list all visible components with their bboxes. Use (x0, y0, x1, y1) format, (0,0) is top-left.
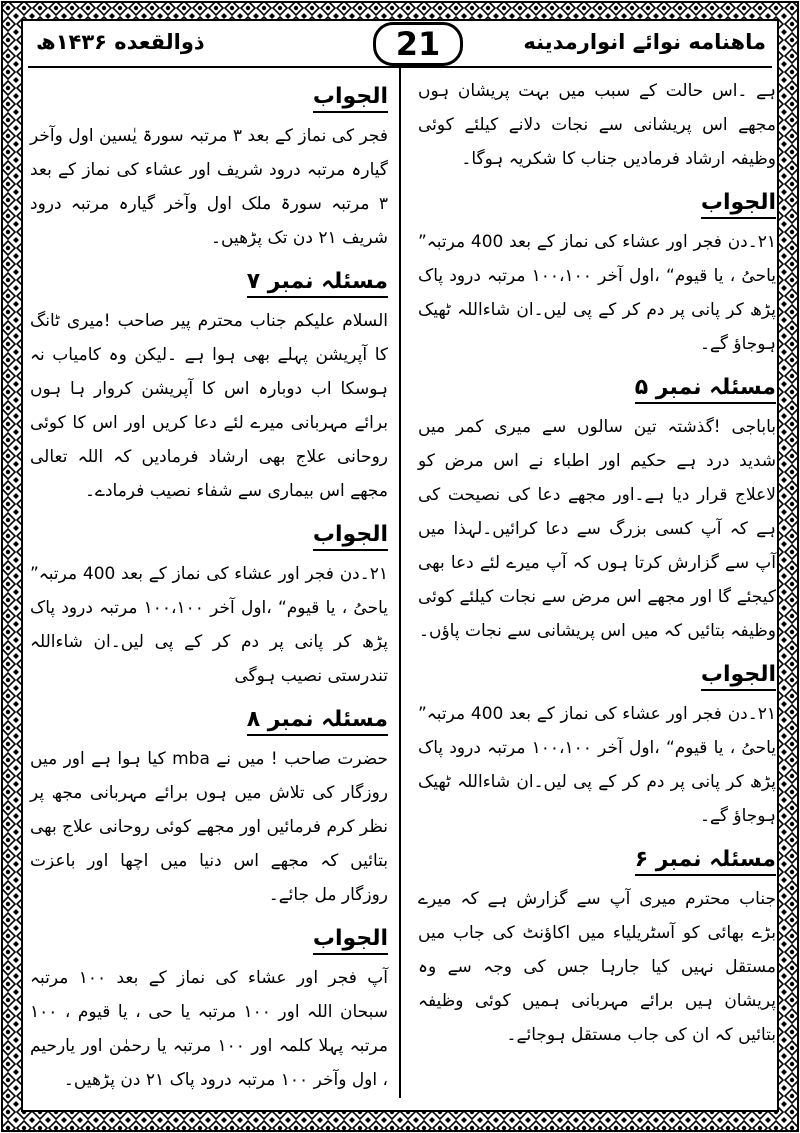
page-number: 21 (373, 22, 463, 66)
section-text: ۲۱۔دن فجر اور عشاء کی نماز کے بعد 400 مرتبہ” یاحیُ ، یا قیوم“ ،اول آخر ۱۰۰،۱۰۰ مرتبہ درود پاک پڑھ کر پانی پر دم کر کے پی لیں۔ان شاءاللہ ٹھیک ہوجاؤ گے۔ (418, 232, 776, 354)
section (418, 365, 776, 648)
section-text: ۲۱۔دن فجر اور عشاء کی نماز کے بعد 400 مرتبہ” یاحیُ ، یا قیوم“ ،اول آخر ۱۰۰،۱۰۰ مرتبہ درود پاک پڑھ کر پانی پر دم کر کے پی لیں۔ان شاءاللہ تندرستی نصیب ہوگی (30, 564, 388, 686)
section (30, 697, 388, 912)
section-heading: الجواب (313, 516, 388, 551)
section-heading: الجواب (313, 78, 388, 113)
section (418, 74, 776, 176)
section (418, 837, 776, 1052)
section-text: حضرت صاحب ! میں نے mba کیا ہوا ہے اور میں روزگار کی تلاش میں ہوں برائے مہربانی مجھ پر نظر کرم فرمائیں اور مجھے کوئی روحانی علاج بھی بتائیں کہ مجھے اس دنیا میں اچھا اور باعزت روزگار مل جائے۔ (30, 749, 388, 905)
section-heading: الجواب (701, 656, 776, 691)
magazine-title: ماهنامه نوائے انوارمدینه (523, 30, 766, 54)
section-heading: مسئلہ نمبر ۷ (247, 263, 388, 298)
section-heading: الجواب (701, 184, 776, 219)
section-text: آپ فجر اور عشاء کی نماز کے بعد ۱۰۰ مرتبہ سبحان اللہ اور ۱۰۰ مرتبہ یا حی ، یا قیوم ، ۱۰۰ مرتبہ پہلا کلمہ اور ۱۰۰ مرتبہ یا رحمٰن اور یارحیم ، اول وآخر ۱۰۰ مرتبہ درود پاک ۲۱ دن پڑھیں۔ (30, 968, 388, 1090)
column-divider (399, 68, 401, 1098)
right-column (418, 74, 776, 1056)
section-text: فجر کی نماز کے بعد ۳ مرتبہ سورۃ یٰسین اول وآخر گیارہ مرتبہ درود شریف اور عشاء کی نماز کے بعد ۳ مرتبہ سورۃ ملک اول وآخر گیارہ مرتبہ درود شریف ۲۱ دن تک پڑھیں۔ (30, 126, 388, 248)
section-heading: مسئلہ نمبر ۶ (635, 841, 776, 876)
left-column (30, 74, 388, 1101)
section (30, 74, 388, 255)
section-text: جناب محترم میری آپ سے گزارش ہے کہ میرے بڑے بھائی کو آسٹریلیاء میں اکاؤنٹ کی جاب میں مستقل نہیں کیا جارہا جس کی وجہ سے وہ پریشان ہیں برائے مہربانی ہمیں کوئی وظیفہ بتائیں کہ ان کی جاب مستقل ہوجائے۔ (418, 889, 776, 1045)
section (30, 512, 388, 693)
section-text: ہے ۔اس حالت کے سبب میں بہت پریشان ہوں مجھے اس پریشانی سے نجات دلانے کیلئے کوئی وظیفہ ارشاد فرمادیں جناب کا شکریہ ہوگا۔ (418, 81, 776, 169)
page-header (28, 22, 772, 68)
section-heading: مسئلہ نمبر ۵ (635, 369, 776, 404)
section-heading: مسئلہ نمبر ۸ (247, 701, 388, 736)
section (418, 652, 776, 833)
issue-date: ذوالقعده ۱۴۳۶ھ (36, 30, 205, 54)
section-text: باباجی !گذشتہ تین سالوں سے میری کمر میں شدید درد ہے حکیم اور اطباء نے اس مرض کو لاعلاج قرار دیا ہے۔اور مجھے دعا کی نصیحت کی ہے کہ آپ کسی بزرگ سے دعا کرائیں۔لہذا میں آپ سے گزارش کرتا ہوں کہ آپ میرے لئے دعا بھی کیجئے گا اور مجھے اس مرض سے نجات کیلئے کوئی وظیفہ بتائیں کہ میں اس پریشانی سے نجات پاؤں۔ (418, 417, 776, 641)
section (418, 180, 776, 361)
section-text: ۲۱۔دن فجر اور عشاء کی نماز کے بعد 400 مرتبہ” یاحیُ ، یا قیوم“ ،اول آخر ۱۰۰،۱۰۰ مرتبہ درود پاک پڑھ کر پانی پر دم کر کے پی لیں۔ان شاءاللہ ٹھیک ہوجاؤ گے۔ (418, 704, 776, 826)
section-heading: الجواب (313, 920, 388, 955)
section (30, 259, 388, 508)
section (30, 916, 388, 1097)
section-text: السلام علیکم جناب محترم پیر صاحب !میری ٹانگ کا آپریشن پہلے بھی ہوا ہے ۔لیکن وہ کامیاب نہ ہوسکا اب دوبارہ اس کا آپریشن کروار ہا ہوں برائے مہربانی میرے لئے دعا کریں اور اس کا کوئی روحانی علاج بھی ارشاد فرمادیں کہ اللہ تعالی مجھے اس بیماری سے شفاء نصیب فرمادے۔ (30, 311, 388, 501)
